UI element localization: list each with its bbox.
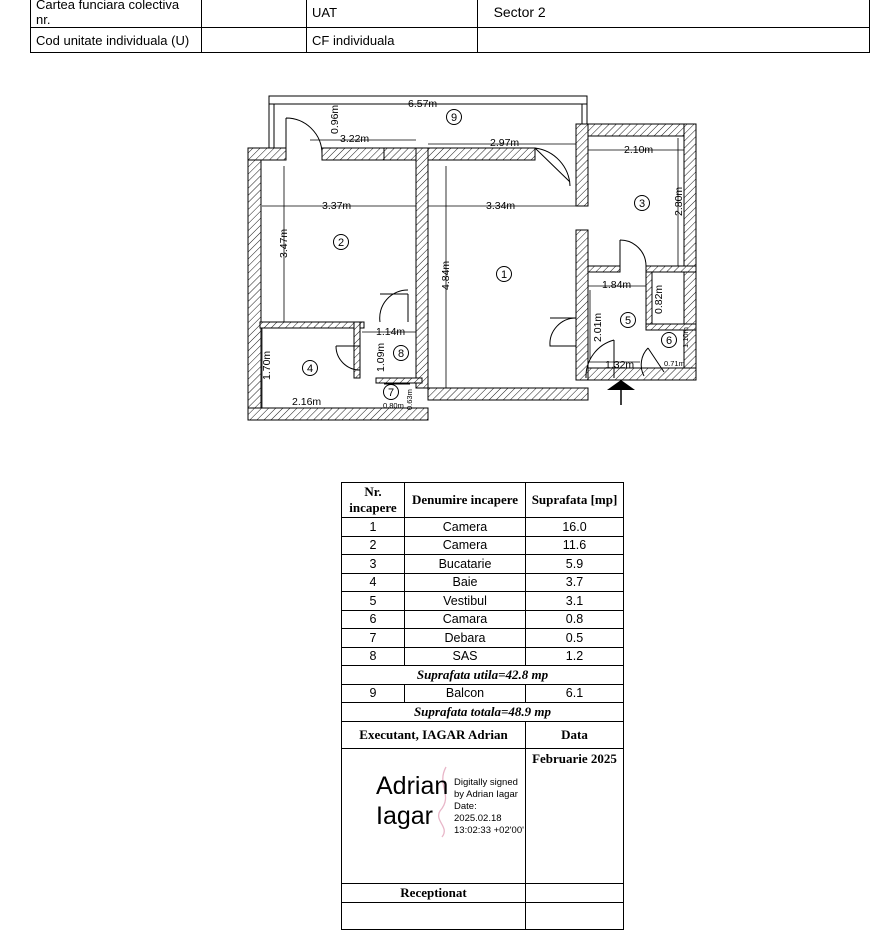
dim-label: 2.80m [673, 186, 685, 216]
room-marker [497, 267, 512, 282]
dim-label: 1.32m [605, 359, 635, 371]
data-label: Data [526, 721, 624, 748]
dim-label: 0.82m [653, 284, 665, 314]
room-marker [384, 385, 399, 400]
room-marker [662, 333, 677, 348]
dim-label: 2.16m [292, 396, 322, 408]
header-area: Suprafata [mp] [526, 483, 624, 518]
svg-text:4: 4 [306, 363, 314, 375]
header-name: Denumire incapere [405, 483, 526, 518]
cadastral-header-table [30, 0, 870, 53]
useful-total-row [342, 666, 624, 685]
room-marker [635, 196, 650, 211]
table-row: 8 SAS 1.2 [342, 647, 624, 666]
room-marker [621, 313, 636, 328]
header-value [201, 28, 307, 53]
dim-label: 3.37m [322, 200, 352, 212]
dim-label: 2.01m [592, 312, 604, 342]
table-row: 1 Camera 16.0 [342, 518, 624, 537]
dim-label: 0.96m [329, 104, 341, 134]
floor-plan [240, 90, 720, 430]
signature-details: Digitally signed by Adrian Iagar Date: 2025.02.18 13:02:33 +02'00' [454, 776, 524, 836]
date-value: Februarie 2025 [526, 748, 624, 883]
received-label: Receptionat [342, 883, 526, 902]
table-header-row [342, 483, 624, 518]
executant-row [342, 721, 624, 748]
executant: Executant, IAGAR Adrian [342, 721, 526, 748]
header-row [31, 0, 870, 28]
dim-label: 1.09m [375, 342, 387, 372]
signature-row [342, 748, 624, 883]
dim-label: 3.34m [486, 200, 516, 212]
table-row: 3 Bucatarie 5.9 [342, 555, 624, 574]
dim-label: 3.22m [340, 133, 370, 145]
signature-cell [342, 748, 526, 883]
room-marker [303, 361, 318, 376]
header-key-value [477, 28, 869, 53]
dim-label: 2.10m [624, 144, 654, 156]
dim-label: 6.57m [408, 98, 438, 110]
table-row: 5 Vestibul 3.1 [342, 592, 624, 611]
room-marker [394, 346, 409, 361]
room-marker [334, 235, 349, 250]
header-key: CF individuala [307, 28, 478, 53]
received-row [342, 883, 624, 902]
header-label: Cartea funciara colectiva nr. [31, 0, 202, 28]
table-row: 2 Camera 11.6 [342, 536, 624, 555]
room-marker [447, 110, 462, 125]
received-blank-row [342, 902, 624, 929]
useful-total: Suprafata utila=42.8 mp [342, 666, 624, 685]
room-area-table [341, 482, 624, 930]
svg-text:7: 7 [387, 387, 395, 399]
dim-label: 1.10m [681, 327, 690, 348]
svg-text:1: 1 [500, 269, 508, 281]
walls [248, 124, 696, 420]
dim-label: 1.70m [261, 350, 273, 380]
header-label: Cod unitate individuala (U) [31, 28, 202, 53]
dimension-labels [261, 98, 690, 410]
dim-label: 3.47m [278, 228, 290, 258]
dim-label: 0.71m [664, 359, 685, 368]
header-nr: Nr. incapere [342, 483, 405, 518]
dim-label: 4.84m [440, 260, 452, 290]
svg-text:9: 9 [450, 112, 458, 124]
svg-text:8: 8 [397, 348, 405, 360]
dim-label: 1.84m [602, 279, 632, 291]
entrance-arrow-icon [607, 380, 635, 405]
signer-name: Adrian Iagar [376, 771, 449, 830]
svg-text:2: 2 [337, 237, 345, 249]
table-row: 6 Camara 0.8 [342, 610, 624, 629]
received-empty [526, 883, 624, 902]
svg-text:3: 3 [638, 198, 646, 210]
grand-total-row [342, 703, 624, 722]
header-key-value: Sector 2 [477, 0, 869, 28]
received-blank [342, 902, 526, 929]
dim-label: 0.63m [405, 389, 414, 410]
received-blank-right [526, 902, 624, 929]
table-row: 7 Debara 0.5 [342, 629, 624, 648]
header-key: UAT [307, 0, 478, 28]
svg-text:6: 6 [665, 335, 673, 347]
dim-label: 1.14m [376, 326, 406, 338]
grand-total: Suprafata totala=48.9 mp [342, 703, 624, 722]
header-row [31, 28, 870, 53]
dim-label: 2.97m [490, 137, 520, 149]
table-row: 9 Balcon 6.1 [342, 684, 624, 703]
table-row: 4 Baie 3.7 [342, 573, 624, 592]
dim-label: 0.80m [383, 401, 404, 410]
header-value [201, 0, 307, 28]
svg-text:5: 5 [624, 315, 632, 327]
